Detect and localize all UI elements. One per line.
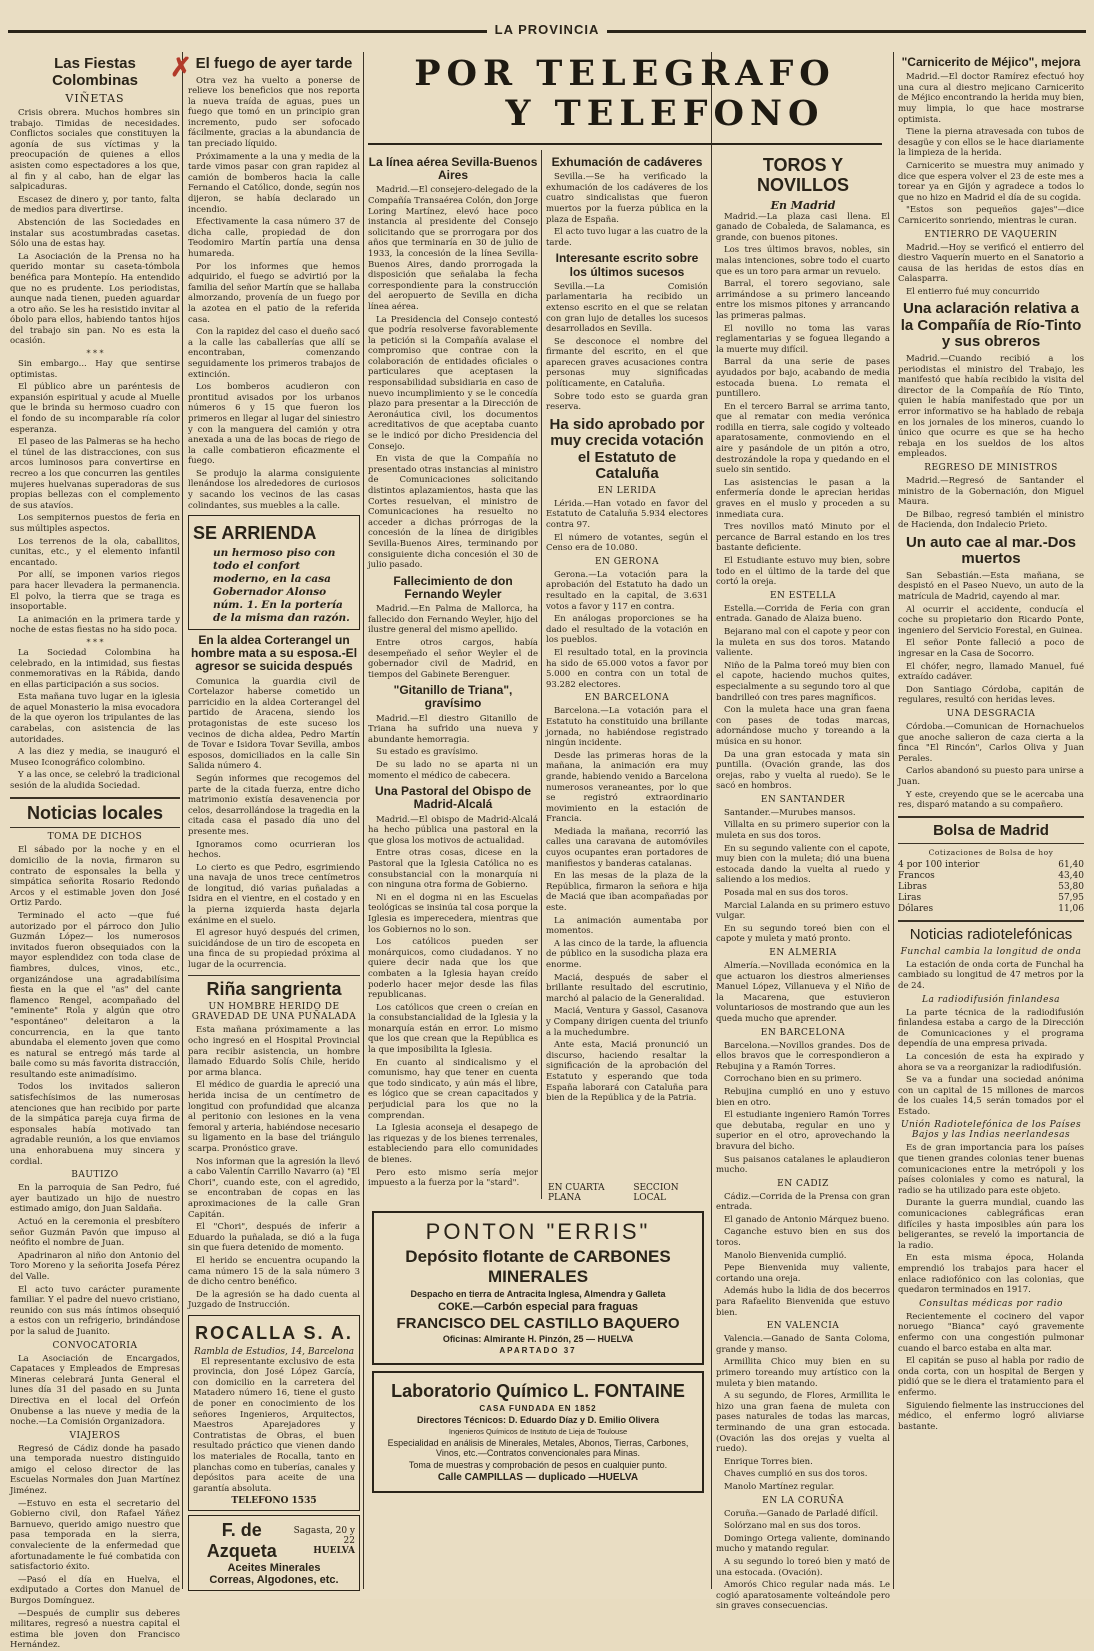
ad-title: PONTON "ERRIS": [425, 1219, 651, 1244]
paragraph: Corrochano bien en su primero.: [724, 1074, 862, 1085]
paragraph: Armillita Chico muy bien en su primero toreando muy artístico con la muleta y bien matando.: [716, 1357, 890, 1389]
subheading: EN CADIZ: [777, 1178, 829, 1189]
paragraph: El Estudiante estuvo muy bien, sobre todo en el último de la tarde del que cortó la oreja.: [716, 556, 890, 588]
paragraph: Amorós Chico regular nada más. Le cogió aparatosamente volteándole pero sin graves consecuencias.: [716, 1580, 890, 1612]
paragraph: Y este, creyendo que se le acercaba una res, disparó matando a su compañero.: [898, 789, 1084, 811]
paragraph: Con la rapidez del caso el dueño sacó a la calle las caballerías que allí se encontraban, comenzando seguidamente los primeros trabajos de extinción.: [188, 327, 360, 380]
paragraph: Entre otros cargos, había desempeñado el señor Weyler el de gobernador civil de Madrid, en tiempos del Gabinete Berenguer.: [368, 637, 538, 680]
column-5: [716, 152, 890, 1612]
paragraph: El capitán se puso al habla por radio de onda corta, con un hospital de Bergen y pidió que se le diera el tratamiento para el enfermo.: [898, 1356, 1084, 1398]
ad-line: Aceites Minerales: [227, 1562, 321, 1575]
banner-rule: [368, 143, 882, 145]
ad-line: Correas, Algodones, etc.: [209, 1574, 339, 1587]
ads-block: [368, 1205, 708, 1499]
section-footer: [548, 1183, 708, 1203]
paragraph: Recientemente el cocinero del vapor noruego "Bianca" cayó gravemente enfermo con una congestión pulmonar cuando el barco estaba en alta mar.: [898, 1311, 1084, 1354]
subheading: ENTIERRO DE VAQUERIN: [924, 229, 1058, 240]
paragraph: La parte técnica de la radiodifusión finlandesa estaba a cargo de la Dirección de Comunicaciones y el programa dependía de una empresa privada.: [898, 1007, 1084, 1050]
paragraph: Esta mañana tuvo lugar en la iglesia de aquel Monasterio la misa evocadora de la que oyeron los tripulantes de las carabelas, con asistencia de las autoridades.: [10, 692, 180, 745]
paragraph: El número de votantes, según el Censo era de 10.080.: [546, 532, 708, 554]
ad-line: Toma de muestras y comprobación de pesos en cualquier punto.: [408, 1460, 668, 1470]
bolsa-row: [898, 882, 1084, 893]
headline-toros: TOROS Y NOVILLOS: [756, 155, 849, 195]
headline-radio: Noticias radiotelefónicas: [909, 926, 1073, 944]
paragraph: Madrid.—La plaza casi llena. El ganado de Cobaleda, de Salamanca, es grande, con buenos pitones.: [716, 211, 890, 243]
column-1: [10, 52, 180, 1651]
paragraph: Los terrenos de la ola, caballitos, cunitas, etc., y el elemento infantil encantado.: [10, 536, 180, 568]
paragraph: —Estuvo en esta el secretario del Gobierno civil, don Rafael Yáñez Barnuevo, querido amigo nuestro que pasa temporada en la sierra, convaleciente de la enfermedad que afortunadamente le fué combatida con satisfactorio éxito.: [10, 1498, 180, 1573]
paragraph: Entre otras cosas, dicese en la Pastoral que la Iglesia Católica no es consubstancial con la monarquía ni con ninguna otra forma de Gobierno.: [368, 848, 538, 891]
subheading: La radiodifusión finlandesa: [922, 994, 1060, 1005]
bolsa-row: [898, 904, 1084, 915]
paragraph: Carnicerito se muestra muy animado y dice que espera volver el 23 de este mes a torear ya en Gijón y agradece a todos lo que no hizo en Madrid el día de su cogida.: [898, 160, 1084, 203]
bolsa-value: 43,40: [1058, 871, 1084, 882]
subheading: BAUTIZO: [71, 1170, 119, 1181]
paragraph: Lérida.—Han votado en favor del Estatuto de Cataluña 5.934 electores contra 97.: [546, 498, 708, 531]
subheading: En Madrid: [770, 198, 836, 212]
paragraph: El ganado de Antonio Márquez bueno.: [724, 1214, 890, 1225]
paragraph: El señor Ponte falleció a poco de ingresar en la Casa de Socorro.: [898, 638, 1084, 660]
ad-phone: TELEFONO 1535: [231, 1496, 317, 1507]
headline-weyler: Fallecimiento de don Fernando Weyler: [393, 573, 513, 601]
column-rule: [711, 52, 712, 1589]
subheading: UN HOMBRE HERIDO DE GRAVEDAD DE UNA PUÑALADA: [191, 1002, 357, 1023]
headline-carnicerito: "Carnicerito de Méjico", mejora: [901, 55, 1081, 69]
paragraph: Barral da una serie de pases ayudados por bajo, acabando de media estocada buena. Lo remata el puntillero.: [716, 357, 890, 400]
column-4: [546, 152, 708, 1199]
bolsa-row: [898, 860, 1084, 871]
ad-subtitle: Depósito flotante de CARBONES MINERALES: [405, 1247, 671, 1286]
paragraph: Apadrinaron al niño don Antonio del Toro Moreno y la señorita Josefa Pérez del Valle.: [10, 1250, 180, 1282]
paragraph: Pero esto mismo sería mejor impuesto a la fuerza por la "stard".: [368, 1167, 538, 1189]
paragraph: Siguiendo fielmente las instrucciones del médico, el enfermo logró aliviarse bastante.: [898, 1400, 1084, 1432]
paragraph: Sobre todo esto se guarda gran reserva.: [546, 391, 708, 413]
paragraph: A su segundo lo toreó bien y mató de una estocada. (Ovación).: [716, 1556, 890, 1578]
bolsa-label: Dólares: [898, 904, 934, 915]
headline-auto-mar: Un auto cae al mar.-Dos muertos: [905, 533, 1077, 568]
paragraph: Madrid.—El obispo de Madrid-Alcalá ha hecho pública una pastoral en la que glosa los motivos de actualidad.: [368, 814, 538, 846]
paragraph: Don Santiago Córdoba, capitán de regulares, resultó con heridas leves.: [898, 684, 1084, 706]
paragraph: De su lado no se aparta ni un momento el médico de cabecera.: [368, 760, 538, 781]
paragraph: Barcelona.—Novillos grandes. Dos de ellos bravos que le correspondieron a Rebujina y a Ramón Torres.: [716, 1040, 890, 1072]
bolsa-value: 53,80: [1058, 882, 1084, 893]
column-3: [368, 152, 538, 1199]
headline-noticias-locales: Noticias locales: [26, 802, 164, 823]
divider: [10, 797, 180, 799]
paragraph: Durante la guerra mundial, cuando las comunicaciones cablegráficas eran difíciles y hasta imposibles aún para los beligerantes, se reveló la importancia de la radio.: [898, 1198, 1084, 1251]
paragraph: En el tercero Barral se arrima tanto, que al rematar con media verónica rodilla en tierra, sale cogido y volteado aparatosamente, conmoviendo en el aire y pasándole de un pitón a otro, destrozándole la ropa y quedando en el suelo sin sentido.: [716, 401, 890, 476]
footer-left: EN CUARTA PLANA: [548, 1183, 605, 1203]
paragraph: En las mesas de la plaza de la República, firmaron la señora e hija de Maciá que iban acompañadas por este.: [546, 871, 708, 914]
ad-address: Calle CAMPILLAS — duplicado —HUELVA: [437, 1472, 639, 1483]
headline-pastoral: Una Pastoral del Obispo de Madrid-Alcalá: [374, 784, 532, 812]
paragraph: Carlos abandonó su puesto para unirse a Juan.: [898, 766, 1084, 787]
subheading: TOMA DE DICHOS: [47, 832, 143, 843]
ad-address: Sagasta, 20 y 22: [293, 1526, 355, 1547]
ad-fontaine: [372, 1371, 704, 1493]
paragraph: Córdoba.—Comunican de Hornachuelos que anoche salieron de caza cierta a la finca "El Rincón", Carlos Oliva y Juan Perales.: [898, 722, 1084, 764]
paragraph: Además hubo la lidia de dos becerros para Rafaelito Bienvenida que estuvo bien.: [716, 1286, 890, 1318]
paragraph: Todos los invitados salieron satisfechísimos de las numerosas atenciones que han recibido por parte de la simpática pareja cuya firma de esponsales había motivado tan agradable reunión, a los que enviamos una enhorabuena muy sincera y cordial.: [10, 1082, 180, 1167]
paragraph: En su segundo valiente con el capote, muy bien con la muleta; dió una buena estocada dando la vuelta al ruedo y saliendo a los medios.: [716, 843, 890, 886]
paragraph: Barcelona.—La votación para el Estatuto ha constituido una brillante jornada, no habiéndose registrado ningún incidente.: [546, 706, 708, 749]
ad-azqueta: [188, 1515, 360, 1591]
paragraph: Escasez de dinero y, por tanto, falta de medios para divertirse.: [10, 194, 180, 216]
paragraph: De Bilbao, regresó también el ministro de Hacienda, don Indalecio Prieto.: [898, 509, 1084, 531]
divider: [188, 975, 360, 976]
paragraph: Gerona.—La votación para la aprobación del Estatuto ha dado un resultado en la capital, de 3.631 votos a favor y 117 en contra.: [546, 569, 708, 612]
paragraph: Los bomberos acudieron con prontitud avisados por los urbanos números 6 y 15 que fueron los primeros en llegar al lugar del siniestro y con la manguera del camión y otra anexada a una de las bocas de riego de la calle combatieron eficazmente el fuego.: [188, 382, 360, 467]
column-2: [188, 52, 360, 1589]
headline-rio-tinto: Una aclaración relativa a la Compañía de Río-Tinto y sus obreros: [900, 300, 1082, 351]
ad-owner: FRANCISCO DEL CASTILLO BAQUERO: [396, 1315, 680, 1332]
paragraph: Maciá, después de saber el brillante resultado del escrutinio, marchó al palacio de la Generalidad.: [546, 972, 708, 1004]
subheading: EN ESTELLA: [769, 590, 837, 601]
paragraph: La estación de onda corta de Funchal ha cambiado su longitud de 47 metros por la de 24.: [898, 959, 1084, 991]
paragraph: El público abre un paréntesis de expansión espiritual y acude al Muelle que le brinda su hermoso cuadro con el fondo de su incomparable ría color esperanza.: [10, 382, 180, 435]
paragraph: La Presidencia del Consejo contestó que podría resolverse favorablemente la petición si la Compañía avalase el compromiso que contrae con la colaboración de entidades oficiales o particulares que aceptasen la responsabilidad subsidiaria en caso de nuevo incumplimiento y se le concedía plazo para presentar a la Dirección de Aeronáutica civil, los documentos acreditativos de que aceptaba cuanto se le indicó por dicho Presidencia del Consejo.: [368, 314, 538, 452]
paragraph: Posada mal en sus dos toros.: [724, 888, 849, 899]
paragraph: El novillo no toma las varas reglamentarias y se foguea llegando a la muerte muy difícil.: [716, 323, 890, 355]
ad-heading: F. de Azqueta: [206, 1520, 277, 1562]
ad-title: Laboratorio Químico L. FONTAINE: [391, 1381, 685, 1401]
paragraph: El médico de guardia le apreció una herida incisa de un centímetro de longitud con profundidad que alcanza al peritonio con lesiones en la vena femoral y arteria, habiéndose necesario su ligamento en la base del triángulo scarpa. Pronóstico grave.: [188, 1080, 360, 1154]
ad-se-arriienda: [188, 515, 360, 630]
subheading: Funchal cambia la longitud de onda: [900, 946, 1082, 957]
paragraph: Esta mañana próximamente a las ocho ingresó en el Hospital Provincial para recibir asistencia, un hombre llamado Eduardo Solís Chile, herido por arma blanca.: [188, 1025, 360, 1078]
paragraph: La animación en la primera tarde y noche de estas fiestas no ha sido poca.: [10, 614, 180, 636]
paragraph: El acto tuvo lugar a las cuatro de la tarde.: [546, 227, 708, 248]
bolsa-title: Cotizaciones de Bolsa de hoy: [928, 848, 1054, 858]
divider: [898, 843, 1084, 844]
divider: [10, 827, 180, 828]
section-title: VIÑETAS: [65, 92, 125, 105]
paragraph: Efectivamente la casa número 37 de dicha calle, propiedad de don Teodomiro Martín partía una densa humareda.: [188, 217, 360, 259]
paragraph: Madrid.—El diestro Gitanillo de Triana ha sufrido una nueva y abundante hemorragia.: [368, 713, 538, 745]
column-rule: [893, 52, 894, 1589]
paragraph: Da una gran estocada y mata sin puntilla. (Ovación grande, las dos orejas, rabo y vuelta al ruedo). Se le sacó en hombros.: [716, 749, 890, 792]
paragraph: Se desconoce el nombre del firmante del escrito, en el que aparecen graves acusaciones contra personas muy significadas políticamente, en Cataluña.: [546, 336, 708, 390]
paragraph: Santander.—Murubes mansos.: [724, 807, 856, 818]
paragraph: El resultado total, en la provincia ha sido de 65.000 votos a favor por 5.000 en contra con un total de 93.282 electores.: [546, 647, 708, 690]
paragraph: Solórzano mal en sus dos toros.: [724, 1521, 861, 1532]
paragraph: Rebujina cumplió en uno y estuvo bien en otro.: [716, 1086, 890, 1108]
paragraph: Bejarano mal con el capote y peor con la muleta en sus dos toros. Matando valiente.: [716, 626, 890, 659]
paragraph: Pepe Bienvenida muy valiente, cortando una oreja.: [716, 1263, 890, 1284]
paragraph: Caganche estuvo bien en sus dos toros.: [716, 1227, 890, 1249]
bolsa-value: 11,06: [1058, 904, 1084, 915]
column-rule: [363, 52, 364, 1589]
paragraph: Tiene la pierna atravesada con tubos de desagüe y con ellos se le hace diariamente la limpieza de la herida.: [898, 127, 1084, 159]
paragraph: Los católicos que creen o creían en la consubstancialidad de la Iglesia y la monarquía están en error. Lo mismo que los que crean que la República es la que imposibilita la Iglesia.: [368, 1002, 538, 1056]
paragraph: La animación aumentaba por momentos.: [546, 915, 708, 937]
headline-gitanillo: "Gitanillo de Triana", gravísimo: [393, 683, 513, 711]
paragraph: En su segundo toreó bien con el capote y muleta y mató pronto.: [716, 923, 890, 945]
subheading: VIAJEROS: [69, 1430, 121, 1441]
paragraph: El acto tuvo carácter puramente familiar. Y el padre del nuevo cristiano, reunido con sus más íntimos obsequió a estos con un refrigerio, brindándose por la salud de Juanito.: [10, 1284, 180, 1337]
paragraph: Los tres últimos bravos, nobles, sin malas intenciones, sobre todo el cuarto que es un toro para armar un revuelo.: [716, 245, 890, 277]
subheading: EN BARCELONA: [584, 693, 670, 704]
paragraph: Se va a fundar una sociedad anónima con un capital de 15 millones de marcos de los cuales 14,5 serán tomados por el Estado.: [898, 1075, 1084, 1117]
subheading: EN LA CORUÑA: [762, 1495, 844, 1506]
paragraph: Ignoramos como ocurrieran los hechos.: [188, 839, 360, 861]
ad-rocalla: [188, 1315, 360, 1512]
paragraph: En vista de que la Compañía no presentado otras instancias al ministro de Comunicaciones solicitando distintos aplazamientos, hasta que las Cortes resuelvan, el ministro de Comunicaciones ha resuelto no acceder a dichas prórrogas de la concesión de la línea de dirigibles Sevilla-Buenos Aires, terminando por consiguiente dicha concesión el 30 de julio pasado.: [368, 454, 538, 571]
ad-text: El representante exclusivo de esta provincia, don José López García, con domicilio en la carretera del Matadero número 16, tiene el gusto de poner en conocimiento de los señores Ingenieros, Arquitectos, Maestros Aparejadores y Contratistas de Obras, el buen resultado práctico que vienen dando los materiales de Rocalla, tanto en planchas como en tuberías, canales y depósitos para aceite de una garantía absoluta.: [193, 1356, 355, 1494]
subheading: Consultas médicas por radio: [919, 1298, 1063, 1309]
ad-heading: ROCALLA S. A.: [195, 1322, 353, 1343]
paragraph: Mediada la mañana, recorrió las calles una caravana de automóviles cuyos ocupantes eran portadores de manifiestos y banderas catalanas.: [546, 826, 708, 869]
subheading: EN SANTANDER: [760, 794, 846, 805]
paragraph: Madrid.—En Palma de Mallorca, ha fallecido don Fernando Weyler, hijo del ilustre general del mismo apellido.: [368, 604, 538, 636]
paragraph: Madrid.—Hoy se verificó el entierro del diestro Vaquerín muerto en el Sanatorio a causa de las heridas de estos días en Calasparra.: [898, 242, 1084, 285]
paragraph: La concesión de esta ha expirado y ahora se va a reorganizar la radiodifusión.: [898, 1051, 1084, 1073]
paragraph: —Después de cumplir sus deberes militares, regresó a nuestra capital el estima ble joven don Francisco Hernández.: [10, 1608, 180, 1651]
paragraph: Sin embargo... Hay que sentirse optimistas.: [10, 359, 180, 380]
paragraph: El agresor huyó después del crimen, suicidándose de un tiro de escopeta en una finca de su propiedad próxima al lugar de la ocurrencia.: [188, 928, 360, 971]
paragraph: En cuanto al sindicalismo y el comunismo, hay que tener en cuenta que todo sindicato, y aún más el libre, es lógico que se crean capacitados y perjudicial para los que no la comprendan.: [368, 1057, 538, 1121]
paragraph: En la parroquia de San Pedro, fué ayer bautizado un hijo de nuestro estimado amigo, don Juan Saldaña.: [10, 1183, 180, 1215]
ad-text: un hermoso piso con todo el confort moderno, en la casa Gobernador Alonso núm. 1. En la portería de la misma dan razón.: [213, 547, 350, 625]
paragraph: Nos informan que la agresión la llevó a cabo Valentín Carrillo Navarro (a) "El Chori", cuando este, con el agredido, se encontraban de copas en las aproximaciones de la calle Gran Capitán.: [188, 1156, 360, 1220]
paragraph: Abstención de las Sociedades en instalar sus acostumbradas casetas. Sólo una de estas hay.: [10, 217, 180, 250]
headline-bolsa: Bolsa de Madrid: [933, 821, 1049, 839]
bolsa-table: [898, 860, 1084, 915]
banner-telegrafo: [368, 54, 882, 134]
headline-fuego: El fuego de ayer tarde: [195, 55, 353, 72]
paragraph: Es de gran importancia para los países que tienen grandes colonias tener buenas comunicaciones entre la metrópoli y los países coloniales y como es natural, la radio se ha utilizado para este objeto.: [898, 1143, 1084, 1196]
subheading: EN GERONA: [594, 556, 660, 567]
red-x-mark: ✗: [170, 52, 192, 82]
paragraph: Regresó de Cádiz donde ha pasado una temporada nuestro distinguido amigo el celoso director de las Escuelas Normales don Juan Martínez Jiménez.: [10, 1443, 180, 1497]
paragraph: Al ocurrir el accidente, conducía el coche su propietario don Ricardo Ponte, ingeniero del Servicio Forestal, en Guinea.: [898, 604, 1084, 636]
paragraph: Cádiz.—Corrida de la Prensa con gran entrada.: [716, 1191, 890, 1213]
headline-escrito: Interesante escrito sobre los últimos sucesos: [555, 251, 699, 279]
paragraph: Terminado el acto —que fué autorizado por el párroco don Julio Guzmán López— los numerosos invitados fueron obsequiados con la mayor esplendidez con toda clase de fiambres, dulces, vinos, etc., organizándose una agradabilísima fiesta en la que el "as" del cante flamenco Rengel, acompañado del "eminente" Rola y algún que otro "espontáneo" deleitaron a la concurrencia, en la que tanto abundaba el elemento joven que como es natural se entregó más tarde al baile como su más favorita distracción, resultando este animadísimo.: [10, 910, 180, 1080]
paragraph: Ni en el dogma ni en las Escuelas teológicas se insinúa tal cosa porque la Iglesia es imperecedera, mientras que los Gobiernos no lo son.: [368, 892, 538, 935]
banner-line-1: POR TELEGRAFO: [414, 53, 836, 94]
bolsa-value: 57,95: [1058, 893, 1084, 904]
ad-line: Ingenieros Químicos de Instituto de Lieja de Toulouse: [448, 1427, 628, 1436]
paragraph: Los católicos pueden ser monárquicos, como ciudadanos. Y no quiere decir nada que los que combaten a la Iglesia hayan creído poderlo hacer mejor desde las filas republicanas.: [368, 937, 538, 1001]
paragraph: Marcial Lalanda en su primero estuvo vulgar.: [716, 900, 890, 922]
paragraph: Actuó en la ceremonia el presbítero señor Guzmán Pavón que impuso al neófito el nombre de Juan.: [10, 1217, 180, 1249]
paragraph: Manolo Bienvenida cumplió.: [724, 1250, 847, 1261]
paragraph: El herido se encuentra ocupando la cama número 15 de la sala número 3 de dicho centro benéfico.: [188, 1255, 360, 1288]
divider: [898, 920, 1084, 922]
paragraph: La Sociedad Colombina ha celebrado, en la intimidad, sus fiestas conmemorativas en la Rábida, dando en ellas participación a sus socios.: [10, 647, 180, 690]
subheading: REGRESO DE MINISTROS: [924, 462, 1058, 473]
bolsa-label: Libras: [898, 882, 927, 893]
ad-line: Despacho en tierra de Antracita Inglesa, Almendra y Galleta: [410, 1289, 666, 1299]
ad-line: COKE.—Carbón especial para fraguas: [438, 1301, 638, 1313]
subheading: Unión Radiotelefónica de los Países Bajos y las Indias neerlandesas: [900, 1120, 1082, 1141]
headline-exhumacion: Exhumación de cadáveres: [551, 155, 703, 169]
paragraph: Chaves cumplió en sus dos toros.: [724, 1469, 868, 1480]
paragraph: Maciá, Ventura y Gassol, Casanova y Company dirigen cuenta del triunfo a la muchedumbre.: [546, 1006, 708, 1038]
paragraph: El sábado por la noche y en el domicilio de la novia, firmaron su contrato de esponsales la bella y simpática señorita Rosario Redondo Arcos y el estimable joven don José Ortiz Pardo.: [10, 845, 180, 909]
subheading: EN BARCELONA: [760, 1027, 846, 1038]
paragraph: Tres novillos mató Minuto por el percance de Barral estando en los tres bastante deficiente.: [716, 522, 890, 554]
ad-ponton-erris: [372, 1211, 704, 1365]
ad-heading: SE ARRIENDA: [193, 523, 317, 544]
ad-address: Oficinas: Almirante H. Pinzón, 25 — HUELVA: [442, 1334, 634, 1344]
headline-fiestas: Las Fiestas Colombinas: [52, 55, 138, 89]
paragraph: Niño de la Palma toreó muy bien con el capote, haciendo muchos quites, especialmente a su segundo toro al que bandrilleó con tres pares magníficos.: [716, 660, 890, 703]
ad-pobox: APARTADO 37: [499, 1346, 577, 1355]
headline-corterangel: En la aldea Corterangel un hombre mata a su esposa.-El agresor se suicida después: [190, 633, 358, 674]
bolsa-label: Francos: [898, 871, 935, 882]
bolsa-value: 61,40: [1058, 860, 1084, 871]
paragraph: Enrique Torres bien.: [724, 1456, 813, 1467]
paragraph: El chófer, negro, llamado Manuel, fué extraído cadáver.: [898, 661, 1084, 683]
paragraph: Con la muleta hace una gran faena con pases de todas marcas, adornándose mucho y toreando a la música en su honor.: [716, 705, 890, 747]
paragraph: Desde las primeras horas de la mañana, la animación era muy grande, habiendo venido a Barcelona numerosos veraneantes, por lo que se registró extraordinario movimiento en la estación de Francia.: [546, 750, 708, 825]
paragraph: A las diez y media, se inauguró el Museo Iconográfico colombino.: [10, 747, 180, 768]
footer-right: SECCION LOCAL: [633, 1183, 679, 1203]
column-6: [898, 52, 1084, 1589]
bolsa-row: [898, 893, 1084, 904]
separator-stars: * * *: [86, 637, 104, 647]
paragraph: San Sebastián.—Esta mañana, se despistó en el Paseo Nuevo, un auto de la matrícula de Madrid, cayendo al mar.: [898, 570, 1084, 603]
bolsa-label: Liras: [898, 893, 922, 904]
banner-line-2: Y TELEFONO: [505, 93, 825, 134]
paragraph: Lo cierto es que Pedro, esgrimiendo una navaja de unos trece centímetros de longitud, dió varias puñaladas a Isidra en el vientre, en el costado y en la pierna izquierda hasta dejarla exánime en el suelo.: [188, 862, 360, 926]
paragraph: Almería.—Novillada económica en la que actuaron los diestros almerienses Manuel López, Villanueva y el Niño de la Macarena, que estuvieron voluntariosos de mostrando que aun les queda mucho que aprender.: [716, 961, 890, 1024]
paragraph: El entierro fué muy concurrido: [906, 286, 1040, 297]
paragraph: En análogas proporciones se ha dado el resultado de la votación en los pueblos.: [546, 614, 708, 646]
paragraph: La Iglesia aconseja el desapego de las riquezas y de los bienes terrenales, estableciendo para ello comunidades de bienes.: [368, 1123, 538, 1165]
column-rule: [182, 52, 183, 1589]
paragraph: Otra vez ha vuelto a ponerse de relieve los beneficios que nos reporta la nueva traída de aguas, pues un fuego que tomó en un principio gran incremento, pudo ser sofocado fácilmente, gracias a la abundancia de tan preciado líquido.: [188, 75, 360, 150]
masthead-title: LA PROVINCIA: [487, 23, 608, 37]
ad-line: Directores Técnicos: D. Eduardo Díaz y D. Emilio Olivera: [416, 1415, 660, 1425]
paragraph: La Asociación de la Prensa no ha querido montar su caseta-tómbola benéfica para Montepío. Ha entendido que no es prudente. Los periodistas, aunque nada tienen, pueden aguardar a otro año. Se les ha resistido invitar al óbolo para ellos, habiendo tantos hijos del trabajo sin pan. No es esta la ocasión.: [10, 251, 180, 347]
paragraph: Valencia.—Ganado de Santa Coloma, grande y manso.: [716, 1334, 890, 1355]
paragraph: Por allí, se imponen varios riegos para hacer llevadera la permanencia. El polvo, la tierra que se traga es insoportable.: [10, 570, 180, 613]
paragraph: Domingo Ortega valiente, dominando mucho y matando regular.: [716, 1533, 890, 1555]
ad-line: CASA FUNDADA EN 1852: [479, 1404, 597, 1413]
paragraph: Madrid.—Cuando recibió a los periodistas el ministro del Trabajo, les manifestó que había recibido la visita del director de la Compañía de Río Tinto, quien le había manifestado que por un error informativo se ha hablado de rebaja en los jornales de los mineros, cuando lo único que ocurre es que se ha hecho rebaja en los sueldos de los altos empleados.: [898, 353, 1084, 460]
bolsa-row: [898, 871, 1084, 882]
paragraph: Ante esta, Maciá pronunció un discurso, haciendo resaltar la significación de la aprobación del Estatuto y esperando que toda España laborará con Cataluña para bien de la República y de la Patria.: [546, 1040, 708, 1104]
subheading: EN LERIDA: [597, 485, 657, 496]
paragraph: A su segundo, de Flores, Armillita le hizo una gran faena de muleta con pases naturales de todas las marcas, terminando de una gran estocada. (Ovación las dos orejas y vuelta al ruedo).: [716, 1391, 890, 1455]
paragraph: Madrid.—El consejero-delegado de la Compañía Transaérea Colón, don Jorge Loring Martínez, elevó hace poco instancia al presidente del Consejo solicitando que se prorrogara por dos años que terminaría en 30 de julio de 1933, la concesión de la línea Sevilla-Buenos Aires, dando prorrogada la disposición que señalaba la fecha correspondiente para la construcción del aeropuerto de Sevilla en dicha línea aérea.: [368, 185, 538, 312]
paragraph: Por los informes que hemos adquirido, el fuego se advirtió por la familia del señor Martín que se hallaba almorzando, provenía de un fuego por la azotea en el patio de la referida casa.: [188, 261, 360, 325]
paragraph: Estella.—Corrida de Feria con gran entrada. Ganado de Alaiza bueno.: [716, 603, 890, 625]
paragraph: "Estos son pequeños gajes"—dice Carnicerito sonriendo, mientras le curan.: [898, 205, 1084, 226]
paragraph: El paseo de las Palmeras se ha hecho el túnel de las distracciones, con sus arcos luminosos para convertirse en recreo a los que concurren las gentiles mujeres huelvanas superadoras de sus propias bellezas con el complemento de sus atavíos.: [10, 437, 180, 511]
bolsa-label: 4 por 100 interior: [898, 860, 980, 871]
paragraph: A las cinco de la tarde, la afluencia de público en la susodicha plaza era enorme.: [546, 938, 708, 970]
paragraph: Y a las once, se celebró la tradicional sesión de la aludida Sociedad.: [10, 770, 180, 792]
paragraph: Los sempiternos puestos de feria en sus múltiples aspectos.: [10, 513, 180, 534]
paragraph: Coruña.—Ganado de Parladé difícil.: [724, 1508, 879, 1519]
paragraph: Sevilla.—La Comisión parlamentaria ha recibido un extenso escrito en el que se relatan con gran lujo de detalles los sucesos desarrollados en Sevilla.: [546, 281, 708, 335]
separator-stars: * * *: [86, 349, 104, 359]
ad-city: HUELVA: [313, 1546, 355, 1557]
paragraph: Madrid.—El doctor Ramírez efectuó hoy una cura al diestro mejicano Carnicerito de Méjico encontrando la herida muy bien, muy limpia, lo que hace mostrarse optimista.: [898, 72, 1084, 125]
paragraph: Comunica la guardia civil de Cortelazor haberse cometido un parricidio en la aldea Corterangel del partido de Aracena, siendo los protagonistas de este suceso los vecinos de dicha aldea, Pedro Martín de Tovar e Isidora Tovar Sevilla, ambos esposos, domiciliados en la calle Sin Salida número 4.: [188, 676, 360, 772]
ad-line: Especialidad en análisis de Minerales, Metales, Abonos, Tierras, Carbones, Vinos, etc.—Contratos convencionales para Minas.: [387, 1438, 689, 1458]
paragraph: Villalta en su primero superior con la muleta en sus dos toros.: [716, 820, 890, 842]
paragraph: Su estado es gravísimo.: [376, 747, 479, 758]
headline-rina: Riña sangrienta: [206, 978, 342, 999]
paragraph: El estudiante ingeniero Ramón Torres que debutaba, regular en uno y superior en el otro, aprovechando la bravura del bicho.: [716, 1110, 890, 1152]
paragraph: Según informes que recogemos del parte de la citada fuerza, entre dicho matrimonio existía desavenencia por celos, desarrollándose la tragedia en la citada casa el pasado día uno del presente mes.: [188, 773, 360, 837]
subheading: EN VALENCIA: [766, 1321, 840, 1332]
subheading: EN ALMERIA: [769, 948, 837, 958]
paragraph: Próximamente a la una y media de la tarde vimos pasar con gran rapidez al camión de bomberos hacia la calle Fernando el Católico, donde, según nos dijeron, se había declarado un incendio.: [188, 151, 360, 215]
paragraph: La Asociación de Encargados, Capataces y Empleados de Empresas Mineras celebrará Junta General el lunes día 31 del pasado en su Junta Directiva en el local del Orfeón Onubense a las nueve y media de la noche.—La Comisión Organizadora.: [10, 1353, 180, 1428]
subheading: UNA DESGRACIA: [946, 709, 1036, 719]
paragraph: El "Chori", después de inferir a Eduardo la puñalada, se dió a la fuga sin que fuera detenido de momento.: [188, 1222, 360, 1254]
subheading: CONVOCATORIA: [52, 1340, 138, 1351]
paragraph: —Pasó el día en Huelva, el exdiputado a Cortes don Manuel de Burgos Domínguez.: [10, 1574, 180, 1607]
paragraph: Sevilla.—Se ha verificado la exhumación de los cadáveres de los cuatro sindicalistas que fueron muertos por la fuerza pública en la plaza de España.: [546, 172, 708, 225]
headline-linea-aerea: La línea aérea Sevilla-Buenos Aires: [368, 155, 538, 183]
paragraph: En esta misma época, Holanda emprendió los trabajos para hacer el enlace radiofónico con las colonias, que quedaron terminados en 1917.: [898, 1253, 1084, 1296]
paragraph: De la agresión se ha dado cuenta al Juzgado de Instrucción.: [188, 1289, 360, 1311]
ad-subheading: Rambla de Estudios, 14, Barcelona: [194, 1346, 354, 1357]
headline-estatuto: Ha sido aprobado por muy crecida votación el Estatuto de Cataluña: [549, 415, 705, 483]
column-rule: [541, 150, 542, 1199]
paragraph: Sus paisanos catalanes le aplaudieron mucho.: [716, 1154, 890, 1176]
paragraph: Manolo Martínez regular.: [724, 1481, 835, 1492]
paragraph: Crisis obrera. Muchos hombres sin trabajo. Timidas de necesidades. Conflictos sociales que constituyen la agonía de sus víctimas y la preocupación de quienes a ellos asisten como espectadores a los que, al fin y al cabo, han de elgar las salpicaduras.: [10, 108, 180, 193]
divider: [898, 816, 1084, 818]
paragraph: Se produjo la alarma consiguiente llenándose los alrededores de curiosos y sacando los vecinos de las casas colindantes, sus muebles a la calle.: [188, 468, 360, 511]
paragraph: Las asistencias le pasan a la enfermería donde le aprecian heridas graves en el muslo y proceden a su inmediata cura.: [716, 477, 890, 520]
paragraph: Barral, el torero segoviano, sale arrimándose a su primero lanceando entre los mismos pitones y arrancando las primeras palmas.: [716, 279, 890, 321]
masthead: [8, 22, 1086, 49]
paragraph: Madrid.—Regresó de Santander el ministro de la Gobernación, don Miguel Maura.: [898, 475, 1084, 508]
